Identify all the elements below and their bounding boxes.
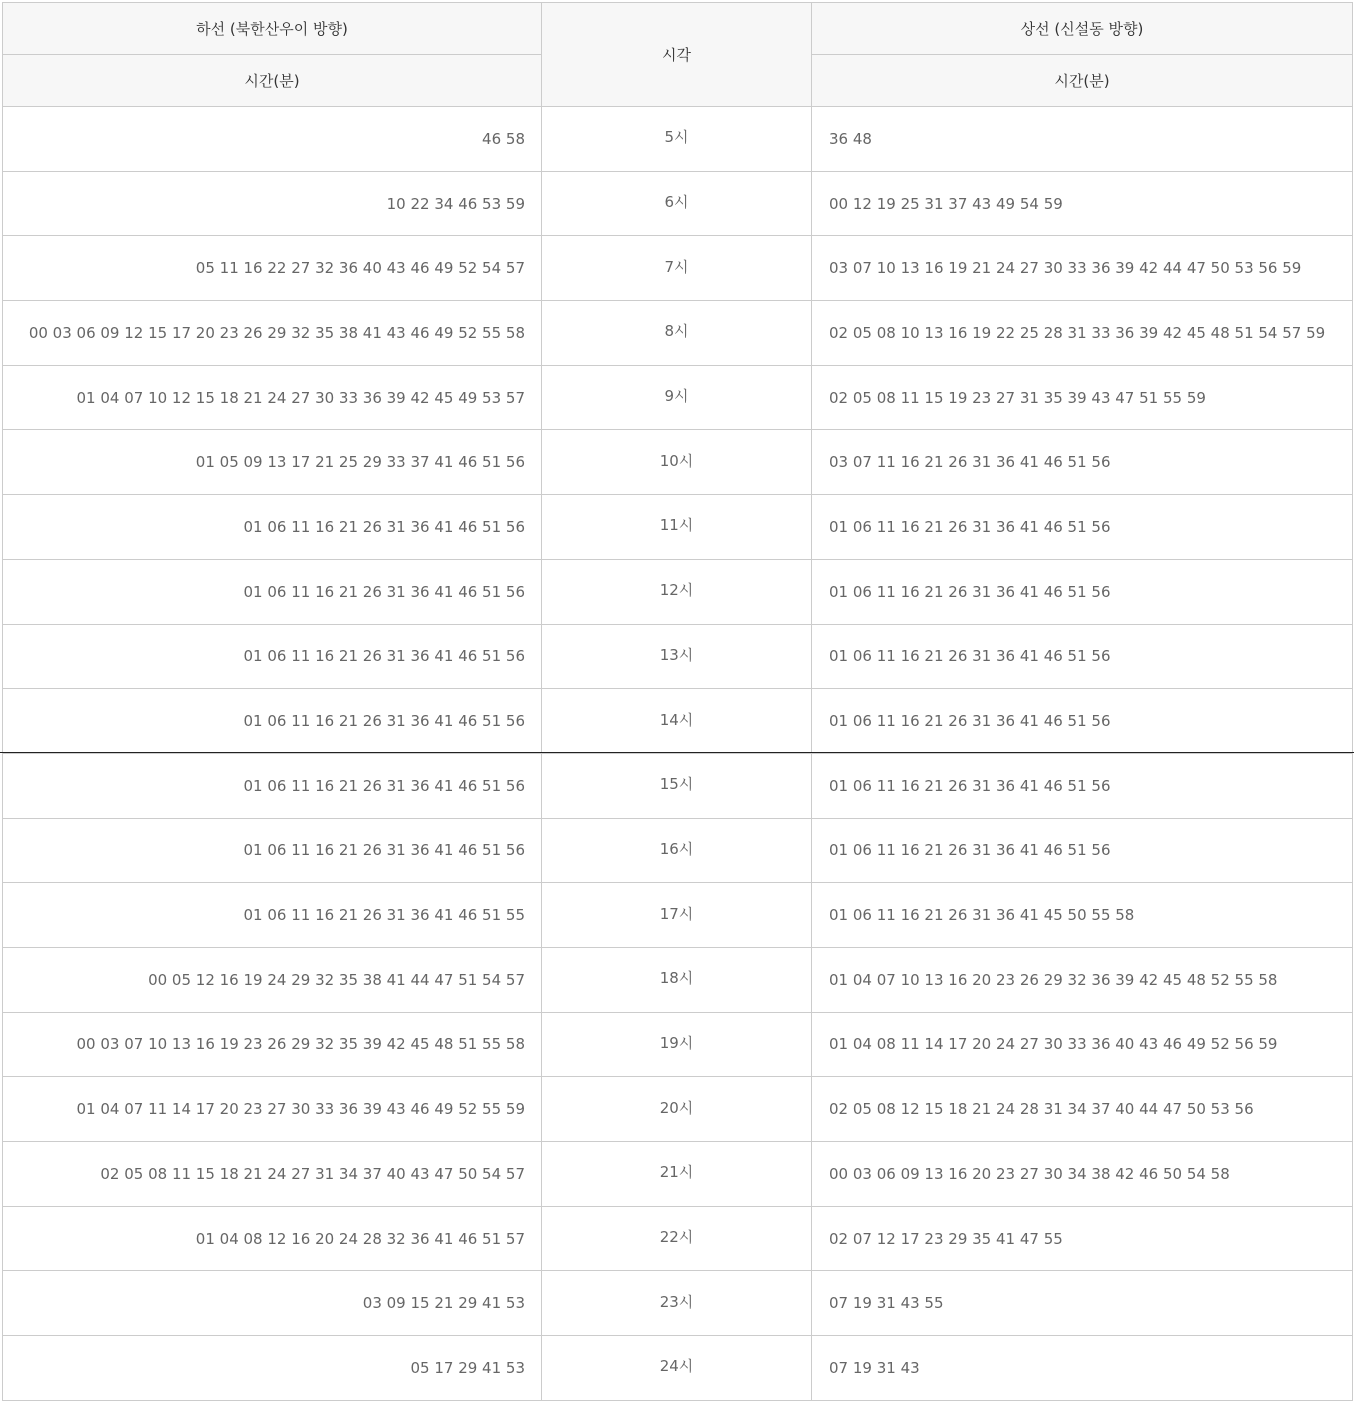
table-row — [3, 1336, 1353, 1401]
table-row — [3, 430, 1353, 495]
hour-label: 15시 — [542, 753, 812, 818]
hour-label: 7시 — [542, 236, 812, 301]
upbound-minutes: 02 05 08 12 15 18 21 24 28 31 34 37 40 44 47 50 53 56 — [812, 1077, 1353, 1142]
hour-title: 시각 — [542, 3, 812, 107]
downbound-minutes: 05 11 16 22 27 32 36 40 43 46 49 52 54 57 — [3, 236, 542, 301]
upbound-title: 상선 (신설동 방향) — [812, 3, 1353, 55]
downbound-minutes: 01 06 11 16 21 26 31 36 41 46 51 56 — [3, 624, 542, 689]
hour-label: 20시 — [542, 1077, 812, 1142]
downbound-minutes-header: 시간(분) — [3, 55, 542, 107]
upbound-minutes: 36 48 — [812, 107, 1353, 172]
upbound-minutes: 03 07 11 16 21 26 31 36 41 46 51 56 — [812, 430, 1353, 495]
downbound-minutes: 10 22 34 46 53 59 — [3, 171, 542, 236]
table-row — [3, 1012, 1353, 1077]
hour-label: 12시 — [542, 559, 812, 624]
upbound-minutes: 01 06 11 16 21 26 31 36 41 46 51 56 — [812, 689, 1353, 754]
table-row — [3, 236, 1353, 301]
hour-label: 17시 — [542, 883, 812, 948]
downbound-minutes: 01 06 11 16 21 26 31 36 41 46 51 56 — [3, 689, 542, 754]
hour-label: 6시 — [542, 171, 812, 236]
table-row — [3, 365, 1353, 430]
downbound-minutes: 05 17 29 41 53 — [3, 1336, 542, 1401]
downbound-minutes: 00 05 12 16 19 24 29 32 35 38 41 44 47 51 54 57 — [3, 947, 542, 1012]
hour-label: 23시 — [542, 1271, 812, 1336]
hour-label: 14시 — [542, 689, 812, 754]
hour-label: 9시 — [542, 365, 812, 430]
downbound-minutes: 01 05 09 13 17 21 25 29 33 37 41 46 51 56 — [3, 430, 542, 495]
downbound-minutes: 00 03 06 09 12 15 17 20 23 26 29 32 35 38 41 43 46 49 52 55 58 — [3, 301, 542, 366]
upbound-minutes: 01 04 08 11 14 17 20 24 27 30 33 36 40 43 46 49 52 56 59 — [812, 1012, 1353, 1077]
table-row — [3, 495, 1353, 560]
downbound-minutes: 02 05 08 11 15 18 21 24 27 31 34 37 40 43 47 50 54 57 — [3, 1142, 542, 1207]
table-row — [3, 107, 1353, 172]
downbound-minutes: 01 06 11 16 21 26 31 36 41 46 51 56 — [3, 495, 542, 560]
hour-label: 18시 — [542, 947, 812, 1012]
hour-label: 24시 — [542, 1336, 812, 1401]
table-row — [3, 624, 1353, 689]
downbound-minutes: 00 03 07 10 13 16 19 23 26 29 32 35 39 42 45 48 51 55 58 — [3, 1012, 542, 1077]
downbound-minutes: 01 06 11 16 21 26 31 36 41 46 51 56 — [3, 753, 542, 818]
table-row — [3, 818, 1353, 883]
downbound-minutes: 01 04 07 10 12 15 18 21 24 27 30 33 36 39 42 45 49 53 57 — [3, 365, 542, 430]
table-row — [3, 1271, 1353, 1336]
upbound-minutes: 01 06 11 16 21 26 31 36 41 46 51 56 — [812, 753, 1353, 818]
upbound-minutes: 01 06 11 16 21 26 31 36 41 45 50 55 58 — [812, 883, 1353, 948]
hour-label: 16시 — [542, 818, 812, 883]
upbound-minutes: 02 05 08 11 15 19 23 27 31 35 39 43 47 51 55 59 — [812, 365, 1353, 430]
hour-label: 21시 — [542, 1142, 812, 1207]
upbound-minutes-header: 시간(분) — [812, 55, 1353, 107]
upbound-minutes: 02 07 12 17 23 29 35 41 47 55 — [812, 1206, 1353, 1271]
upbound-minutes: 00 03 06 09 13 16 20 23 27 30 34 38 42 46 50 54 58 — [812, 1142, 1353, 1207]
upbound-minutes: 00 12 19 25 31 37 43 49 54 59 — [812, 171, 1353, 236]
upbound-minutes: 01 06 11 16 21 26 31 36 41 46 51 56 — [812, 495, 1353, 560]
table-row — [3, 301, 1353, 366]
table-row — [3, 689, 1353, 754]
hour-label: 22시 — [542, 1206, 812, 1271]
timetable-body — [3, 107, 1353, 1401]
table-row — [3, 1206, 1353, 1271]
header-row-direction — [3, 3, 1353, 55]
upbound-minutes: 01 04 07 10 13 16 20 23 26 29 32 36 39 42 45 48 52 55 58 — [812, 947, 1353, 1012]
section-divider — [0, 752, 1354, 753]
upbound-minutes: 03 07 10 13 16 19 21 24 27 30 33 36 39 42 44 47 50 53 56 59 — [812, 236, 1353, 301]
downbound-minutes: 01 06 11 16 21 26 31 36 41 46 51 56 — [3, 559, 542, 624]
hour-label: 8시 — [542, 301, 812, 366]
upbound-minutes: 07 19 31 43 55 — [812, 1271, 1353, 1336]
hour-label: 19시 — [542, 1012, 812, 1077]
upbound-minutes: 01 06 11 16 21 26 31 36 41 46 51 56 — [812, 624, 1353, 689]
hour-label: 5시 — [542, 107, 812, 172]
downbound-minutes: 01 06 11 16 21 26 31 36 41 46 51 55 — [3, 883, 542, 948]
timetable — [2, 2, 1353, 1401]
table-row — [3, 171, 1353, 236]
downbound-minutes: 46 58 — [3, 107, 542, 172]
upbound-minutes: 02 05 08 10 13 16 19 22 25 28 31 33 36 39 42 45 48 51 54 57 59 — [812, 301, 1353, 366]
hour-label: 10시 — [542, 430, 812, 495]
downbound-minutes: 01 04 07 11 14 17 20 23 27 30 33 36 39 43 46 49 52 55 59 — [3, 1077, 542, 1142]
downbound-minutes: 01 04 08 12 16 20 24 28 32 36 41 46 51 57 — [3, 1206, 542, 1271]
table-row — [3, 1077, 1353, 1142]
upbound-minutes: 01 06 11 16 21 26 31 36 41 46 51 56 — [812, 559, 1353, 624]
hour-label: 11시 — [542, 495, 812, 560]
downbound-title: 하선 (북한산우이 방향) — [3, 3, 542, 55]
table-row — [3, 883, 1353, 948]
downbound-minutes: 03 09 15 21 29 41 53 — [3, 1271, 542, 1336]
table-row — [3, 559, 1353, 624]
upbound-minutes: 01 06 11 16 21 26 31 36 41 46 51 56 — [812, 818, 1353, 883]
timetable-header — [3, 3, 1353, 107]
table-row — [3, 753, 1353, 818]
table-row — [3, 1142, 1353, 1207]
hour-label: 13시 — [542, 624, 812, 689]
downbound-minutes: 01 06 11 16 21 26 31 36 41 46 51 56 — [3, 818, 542, 883]
upbound-minutes: 07 19 31 43 — [812, 1336, 1353, 1401]
table-row — [3, 947, 1353, 1012]
